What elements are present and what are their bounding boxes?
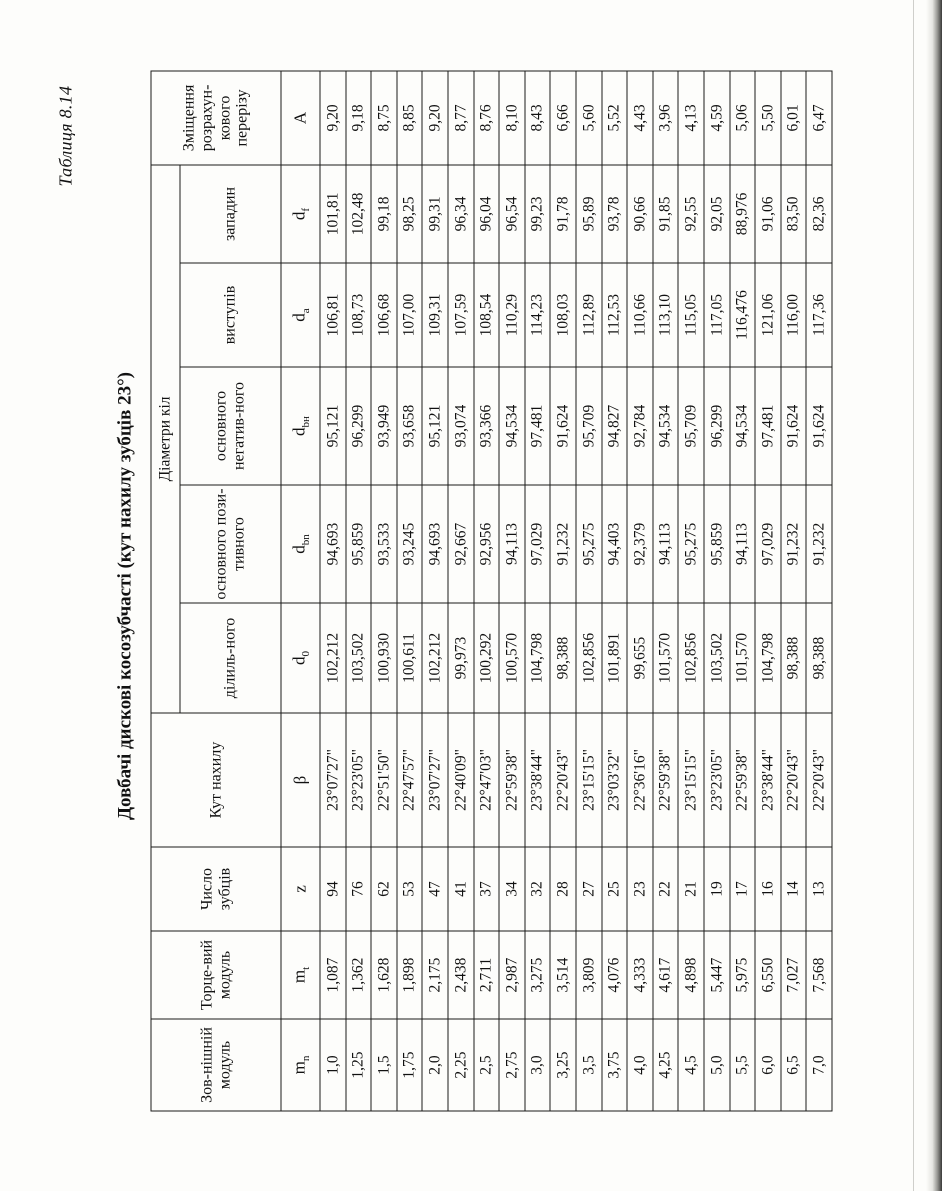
header-teeth-count: Число зубців bbox=[151, 847, 281, 931]
table-cell-d0: 98,388 bbox=[780, 603, 806, 713]
table-cell-A: 8,85 bbox=[396, 70, 422, 164]
table-row bbox=[524, 70, 550, 1110]
table-cell-mt: 2,438 bbox=[447, 931, 473, 1019]
table-cell-beta: 22°47'57" bbox=[396, 713, 422, 847]
table-cell-da: 106,81 bbox=[320, 263, 346, 367]
symbol-dbn bbox=[281, 485, 320, 603]
table-cell-A: 5,52 bbox=[601, 70, 627, 164]
table-body bbox=[320, 70, 832, 1110]
table-cell-A: 6,01 bbox=[780, 70, 806, 164]
table-cell-df: 90,66 bbox=[627, 164, 653, 262]
symbol-z bbox=[281, 847, 320, 931]
table-cell-df: 91,78 bbox=[550, 164, 576, 262]
table-cell-beta: 22°40'09" bbox=[447, 713, 473, 847]
table-cell-beta: 23°07'27" bbox=[320, 713, 346, 847]
table-row bbox=[396, 70, 422, 1110]
table-cell-dbh: 92,784 bbox=[627, 367, 653, 485]
table-cell-df: 99,18 bbox=[371, 164, 397, 262]
table-cell-z: 23 bbox=[627, 847, 653, 931]
table-cell-mn: 1,5 bbox=[371, 1019, 397, 1111]
table-cell-A: 9,18 bbox=[345, 70, 371, 164]
table-cell-dbh: 91,624 bbox=[806, 367, 832, 485]
symbol-subscript: bн bbox=[299, 415, 312, 427]
table-cell-d0: 101,891 bbox=[601, 603, 627, 713]
table-cell-df: 96,54 bbox=[499, 164, 525, 262]
table-cell-dbn: 94,113 bbox=[729, 485, 755, 603]
symbol-da bbox=[281, 263, 320, 367]
header-root-diameter: западин bbox=[180, 164, 281, 262]
table-cell-mt: 4,898 bbox=[678, 931, 704, 1019]
table-cell-beta: 22°59'38" bbox=[729, 713, 755, 847]
table-cell-df: 82,36 bbox=[806, 164, 832, 262]
table-cell-dbn: 97,029 bbox=[755, 485, 781, 603]
table-cell-dbh: 93,658 bbox=[396, 367, 422, 485]
table-cell-A: 8,10 bbox=[499, 70, 525, 164]
table-cell-dbh: 94,534 bbox=[729, 367, 755, 485]
table-row bbox=[601, 70, 627, 1110]
table-cell-mt: 7,568 bbox=[806, 931, 832, 1019]
table-cell-da: 117,05 bbox=[703, 263, 729, 367]
table-cell-z: 14 bbox=[780, 847, 806, 931]
table-cell-d0: 103,502 bbox=[345, 603, 371, 713]
symbol-A bbox=[281, 70, 320, 164]
table-cell-A: 5,06 bbox=[729, 70, 755, 164]
table-cell-z: 13 bbox=[806, 847, 832, 931]
table-cell-mn: 6,0 bbox=[755, 1019, 781, 1111]
table-cell-mn: 1,0 bbox=[320, 1019, 346, 1111]
header-helix-angle: Кут нахилу bbox=[151, 713, 281, 847]
table-cell-mt: 2,175 bbox=[422, 931, 448, 1019]
table-cell-A: 9,20 bbox=[422, 70, 448, 164]
symbol-base: β bbox=[290, 775, 310, 784]
table-cell-da: 116,476 bbox=[729, 263, 755, 367]
table-cell-mt: 1,087 bbox=[320, 931, 346, 1019]
table-cell-df: 88,976 bbox=[729, 164, 755, 262]
table-cell-df: 91,06 bbox=[755, 164, 781, 262]
table-cell-df: 101,81 bbox=[320, 164, 346, 262]
table-cell-dbn: 91,232 bbox=[780, 485, 806, 603]
table-cell-dbn: 93,533 bbox=[371, 485, 397, 603]
table-cell-mn: 1,25 bbox=[345, 1019, 371, 1111]
table-cell-da: 110,29 bbox=[499, 263, 525, 367]
table-cell-beta: 23°15'15" bbox=[575, 713, 601, 847]
table-cell-z: 27 bbox=[575, 847, 601, 931]
table-cell-da: 112,89 bbox=[575, 263, 601, 367]
table-cell-mt: 5,975 bbox=[729, 931, 755, 1019]
table-cell-df: 99,31 bbox=[422, 164, 448, 262]
table-cell-beta: 22°59'38" bbox=[499, 713, 525, 847]
table-cell-beta: 23°23'05" bbox=[345, 713, 371, 847]
table-cell-d0: 103,502 bbox=[703, 603, 729, 713]
table-cell-beta: 23°23'05" bbox=[703, 713, 729, 847]
table-cell-dbn: 94,403 bbox=[601, 485, 627, 603]
table-cell-z: 21 bbox=[678, 847, 704, 931]
table-cell-dbh: 97,481 bbox=[524, 367, 550, 485]
symbol-base: d bbox=[288, 544, 308, 554]
symbol-df bbox=[281, 164, 320, 262]
symbol-base: d bbox=[288, 656, 308, 665]
table-row bbox=[703, 70, 729, 1110]
table-cell-beta: 23°03'32" bbox=[601, 713, 627, 847]
table-cell-beta: 23°07'27" bbox=[422, 713, 448, 847]
symbol-base: d bbox=[288, 211, 308, 220]
table-cell-mt: 2,987 bbox=[499, 931, 525, 1019]
table-cell-d0: 104,798 bbox=[524, 603, 550, 713]
table-cell-A: 6,66 bbox=[550, 70, 576, 164]
table-cell-A: 4,43 bbox=[627, 70, 653, 164]
table-row bbox=[550, 70, 576, 1110]
symbol-subscript: t bbox=[299, 966, 312, 970]
table-cell-da: 113,10 bbox=[652, 263, 678, 367]
table-cell-dbn: 94,693 bbox=[422, 485, 448, 603]
table-cell-mt: 4,617 bbox=[652, 931, 678, 1019]
table-cell-z: 17 bbox=[729, 847, 755, 931]
symbol-base: d bbox=[288, 426, 308, 436]
table-cell-da: 115,05 bbox=[678, 263, 704, 367]
table-row bbox=[806, 70, 832, 1110]
table-cell-df: 102,48 bbox=[345, 164, 371, 262]
table-cell-d0: 98,388 bbox=[550, 603, 576, 713]
table-cell-mt: 7,027 bbox=[780, 931, 806, 1019]
table-cell-z: 34 bbox=[499, 847, 525, 931]
table-cell-d0: 100,570 bbox=[499, 603, 525, 713]
table-cell-z: 76 bbox=[345, 847, 371, 931]
table-cell-dbn: 95,859 bbox=[345, 485, 371, 603]
table-cell-dbh: 94,534 bbox=[499, 367, 525, 485]
table-cell-da: 116,00 bbox=[780, 263, 806, 367]
table-cell-beta: 22°20'43" bbox=[806, 713, 832, 847]
table-cell-dbn: 97,029 bbox=[524, 485, 550, 603]
table-cell-dbh: 96,299 bbox=[703, 367, 729, 485]
table-cell-mn: 3,75 bbox=[601, 1019, 627, 1111]
table-cell-A: 3,96 bbox=[652, 70, 678, 164]
table-cell-da: 107,00 bbox=[396, 263, 422, 367]
table-row bbox=[371, 70, 397, 1110]
table-row bbox=[447, 70, 473, 1110]
table-cell-d0: 100,292 bbox=[473, 603, 499, 713]
table-cell-da: 106,68 bbox=[371, 263, 397, 367]
table-cell-mn: 4,0 bbox=[627, 1019, 653, 1111]
table-row bbox=[678, 70, 704, 1110]
symbol-base: m bbox=[288, 969, 308, 983]
table-cell-df: 95,89 bbox=[575, 164, 601, 262]
table-cell-beta: 23°15'15" bbox=[678, 713, 704, 847]
table-cell-dbn: 95,859 bbox=[703, 485, 729, 603]
symbol-row bbox=[281, 70, 320, 1110]
table-row bbox=[627, 70, 653, 1110]
table-cell-da: 110,66 bbox=[627, 263, 653, 367]
symbol-subscript: bn bbox=[299, 533, 312, 545]
table-number-label: Таблиця 8.14 bbox=[55, 85, 75, 186]
symbol-base: m bbox=[288, 1060, 308, 1074]
table-cell-da: 109,31 bbox=[422, 263, 448, 367]
table-cell-d0: 101,570 bbox=[652, 603, 678, 713]
table-cell-A: 5,60 bbox=[575, 70, 601, 164]
header-outer-module: Зов-нішній модуль bbox=[151, 1019, 281, 1111]
table-row bbox=[652, 70, 678, 1110]
table-cell-dbn: 91,232 bbox=[550, 485, 576, 603]
table-cell-A: 8,43 bbox=[524, 70, 550, 164]
table-cell-beta: 22°51'50" bbox=[371, 713, 397, 847]
table-cell-mt: 3,809 bbox=[575, 931, 601, 1019]
table-cell-da: 112,53 bbox=[601, 263, 627, 367]
table-cell-d0: 99,973 bbox=[447, 603, 473, 713]
table-cell-dbn: 92,379 bbox=[627, 485, 653, 603]
table-cell-dbn: 95,275 bbox=[678, 485, 704, 603]
table-cell-da: 121,06 bbox=[755, 263, 781, 367]
table-cell-mt: 4,333 bbox=[627, 931, 653, 1019]
table-cell-beta: 22°47'03" bbox=[473, 713, 499, 847]
table-cell-beta: 23°38'44" bbox=[755, 713, 781, 847]
table-cell-A: 8,76 bbox=[473, 70, 499, 164]
table-cell-d0: 99,655 bbox=[627, 603, 653, 713]
table-cell-A: 6,47 bbox=[806, 70, 832, 164]
table-cell-z: 28 bbox=[550, 847, 576, 931]
table-cell-z: 37 bbox=[473, 847, 499, 931]
table-cell-df: 92,55 bbox=[678, 164, 704, 262]
symbol-mt bbox=[281, 931, 320, 1019]
table-cell-z: 94 bbox=[320, 847, 346, 931]
table-cell-d0: 101,570 bbox=[729, 603, 755, 713]
table-cell-df: 91,85 bbox=[652, 164, 678, 262]
table-cell-mn: 5,0 bbox=[703, 1019, 729, 1111]
table-cell-dbh: 91,624 bbox=[550, 367, 576, 485]
table-row bbox=[780, 70, 806, 1110]
cutter-data-table bbox=[150, 70, 832, 1111]
table-cell-A: 5,50 bbox=[755, 70, 781, 164]
header-section-offset: Зміщення розрахун-кового перерізу bbox=[151, 70, 281, 164]
header-pitch-diameter: ділиль-ного bbox=[180, 603, 281, 713]
table-cell-beta: 22°20'43" bbox=[550, 713, 576, 847]
table-cell-mn: 4,5 bbox=[678, 1019, 704, 1111]
table-row bbox=[755, 70, 781, 1110]
table-cell-mt: 3,275 bbox=[524, 931, 550, 1019]
symbol-base: d bbox=[288, 312, 308, 322]
table-cell-A: 4,59 bbox=[703, 70, 729, 164]
table-cell-mt: 5,447 bbox=[703, 931, 729, 1019]
table-cell-dbn: 92,667 bbox=[447, 485, 473, 603]
symbol-dbh bbox=[281, 367, 320, 485]
symbol-base: z bbox=[290, 884, 310, 893]
table-cell-dbh: 96,299 bbox=[345, 367, 371, 485]
symbol-subscript: 0 bbox=[299, 650, 312, 656]
table-cell-da: 117,36 bbox=[806, 263, 832, 367]
table-cell-mt: 1,628 bbox=[371, 931, 397, 1019]
table-cell-A: 4,13 bbox=[678, 70, 704, 164]
table-cell-dbn: 93,245 bbox=[396, 485, 422, 603]
table-cell-da: 114,23 bbox=[524, 263, 550, 367]
symbol-mn bbox=[281, 1019, 320, 1111]
table-cell-dbh: 94,534 bbox=[652, 367, 678, 485]
table-cell-df: 92,05 bbox=[703, 164, 729, 262]
table-cell-d0: 98,388 bbox=[806, 603, 832, 713]
table-row bbox=[499, 70, 525, 1110]
table-cell-mn: 2,75 bbox=[499, 1019, 525, 1111]
table-row bbox=[729, 70, 755, 1110]
table-cell-mt: 6,550 bbox=[755, 931, 781, 1019]
table-cell-beta: 23°38'44" bbox=[524, 713, 550, 847]
table-cell-df: 83,50 bbox=[780, 164, 806, 262]
symbol-beta bbox=[281, 713, 320, 847]
table-row bbox=[345, 70, 371, 1110]
table-cell-dbh: 93,074 bbox=[447, 367, 473, 485]
table-cell-dbh: 94,827 bbox=[601, 367, 627, 485]
table-cell-dbh: 95,121 bbox=[422, 367, 448, 485]
table-cell-d0: 104,798 bbox=[755, 603, 781, 713]
table-cell-d0: 100,611 bbox=[396, 603, 422, 713]
table-cell-dbn: 95,275 bbox=[575, 485, 601, 603]
table-cell-df: 98,25 bbox=[396, 164, 422, 262]
table-container bbox=[150, 71, 832, 1111]
table-cell-dbh: 95,709 bbox=[678, 367, 704, 485]
table-cell-dbn: 94,113 bbox=[499, 485, 525, 603]
table-row bbox=[320, 70, 346, 1110]
table-cell-da: 108,73 bbox=[345, 263, 371, 367]
table-cell-da: 107,59 bbox=[447, 263, 473, 367]
table-cell-mt: 1,362 bbox=[345, 931, 371, 1019]
table-cell-mt: 4,076 bbox=[601, 931, 627, 1019]
table-cell-df: 99,23 bbox=[524, 164, 550, 262]
table-cell-beta: 22°36'16" bbox=[627, 713, 653, 847]
table-cell-mn: 6,5 bbox=[780, 1019, 806, 1111]
header-circle-diameters: Діаметри кіл bbox=[151, 164, 180, 712]
header-tip-diameter: виступів bbox=[180, 263, 281, 367]
table-cell-dbn: 92,956 bbox=[473, 485, 499, 603]
table-cell-mn: 2,25 bbox=[447, 1019, 473, 1111]
table-cell-d0: 102,856 bbox=[678, 603, 704, 713]
table-cell-z: 16 bbox=[755, 847, 781, 931]
table-cell-dbh: 95,709 bbox=[575, 367, 601, 485]
table-cell-dbh: 97,481 bbox=[755, 367, 781, 485]
table-row bbox=[473, 70, 499, 1110]
table-cell-d0: 102,856 bbox=[575, 603, 601, 713]
table-cell-A: 9,20 bbox=[320, 70, 346, 164]
table-cell-d0: 102,212 bbox=[320, 603, 346, 713]
table-cell-da: 108,03 bbox=[550, 263, 576, 367]
header-base-positive-diameter: основного пози-тивного bbox=[180, 485, 281, 603]
table-cell-mn: 1,75 bbox=[396, 1019, 422, 1111]
table-cell-z: 53 bbox=[396, 847, 422, 931]
table-cell-dbn: 91,232 bbox=[806, 485, 832, 603]
symbol-d0 bbox=[281, 603, 320, 713]
table-cell-dbh: 93,366 bbox=[473, 367, 499, 485]
table-cell-mn: 5,5 bbox=[729, 1019, 755, 1111]
table-cell-d0: 100,930 bbox=[371, 603, 397, 713]
table-cell-mt: 1,898 bbox=[396, 931, 422, 1019]
table-cell-df: 96,04 bbox=[473, 164, 499, 262]
table-cell-z: 62 bbox=[371, 847, 397, 931]
table-cell-mn: 3,0 bbox=[524, 1019, 550, 1111]
table-row bbox=[422, 70, 448, 1110]
table-cell-mn: 3,25 bbox=[550, 1019, 576, 1111]
table-cell-d0: 102,212 bbox=[422, 603, 448, 713]
symbol-subscript: n bbox=[299, 1055, 312, 1061]
table-cell-z: 32 bbox=[524, 847, 550, 931]
table-row bbox=[575, 70, 601, 1110]
table-cell-z: 22 bbox=[652, 847, 678, 931]
header-base-negative-diameter: основного негатив-ного bbox=[180, 367, 281, 485]
table-cell-dbn: 94,113 bbox=[652, 485, 678, 603]
table-cell-df: 96,34 bbox=[447, 164, 473, 262]
table-cell-beta: 22°20'43" bbox=[780, 713, 806, 847]
table-title: Довбачі дискові косозубчасті (кут нахилу зубців 23°) bbox=[114, 371, 135, 820]
table-cell-mt: 3,514 bbox=[550, 931, 576, 1019]
header-transverse-module: Торце-вий модуль bbox=[151, 931, 281, 1019]
table-cell-A: 8,77 bbox=[447, 70, 473, 164]
table-cell-mn: 7,0 bbox=[806, 1019, 832, 1111]
table-cell-mn: 2,0 bbox=[422, 1019, 448, 1111]
table-cell-z: 41 bbox=[447, 847, 473, 931]
table-cell-beta: 22°59'38" bbox=[652, 713, 678, 847]
table-cell-dbh: 91,624 bbox=[780, 367, 806, 485]
table-cell-mn: 3,5 bbox=[575, 1019, 601, 1111]
table-cell-dbh: 93,949 bbox=[371, 367, 397, 485]
table-cell-mt: 2,711 bbox=[473, 931, 499, 1019]
table-cell-da: 108,54 bbox=[473, 263, 499, 367]
table-cell-dbh: 95,121 bbox=[320, 367, 346, 485]
table-cell-z: 25 bbox=[601, 847, 627, 931]
table-cell-mn: 2,5 bbox=[473, 1019, 499, 1111]
symbol-subscript: f bbox=[299, 207, 312, 212]
table-cell-mn: 4,25 bbox=[652, 1019, 678, 1111]
table-cell-z: 47 bbox=[422, 847, 448, 931]
symbol-subscript: a bbox=[299, 307, 312, 313]
table-cell-dbn: 94,693 bbox=[320, 485, 346, 603]
table-cell-z: 19 bbox=[703, 847, 729, 931]
symbol-base: A bbox=[290, 111, 310, 124]
table-cell-A: 8,75 bbox=[371, 70, 397, 164]
table-cell-df: 93,78 bbox=[601, 164, 627, 262]
